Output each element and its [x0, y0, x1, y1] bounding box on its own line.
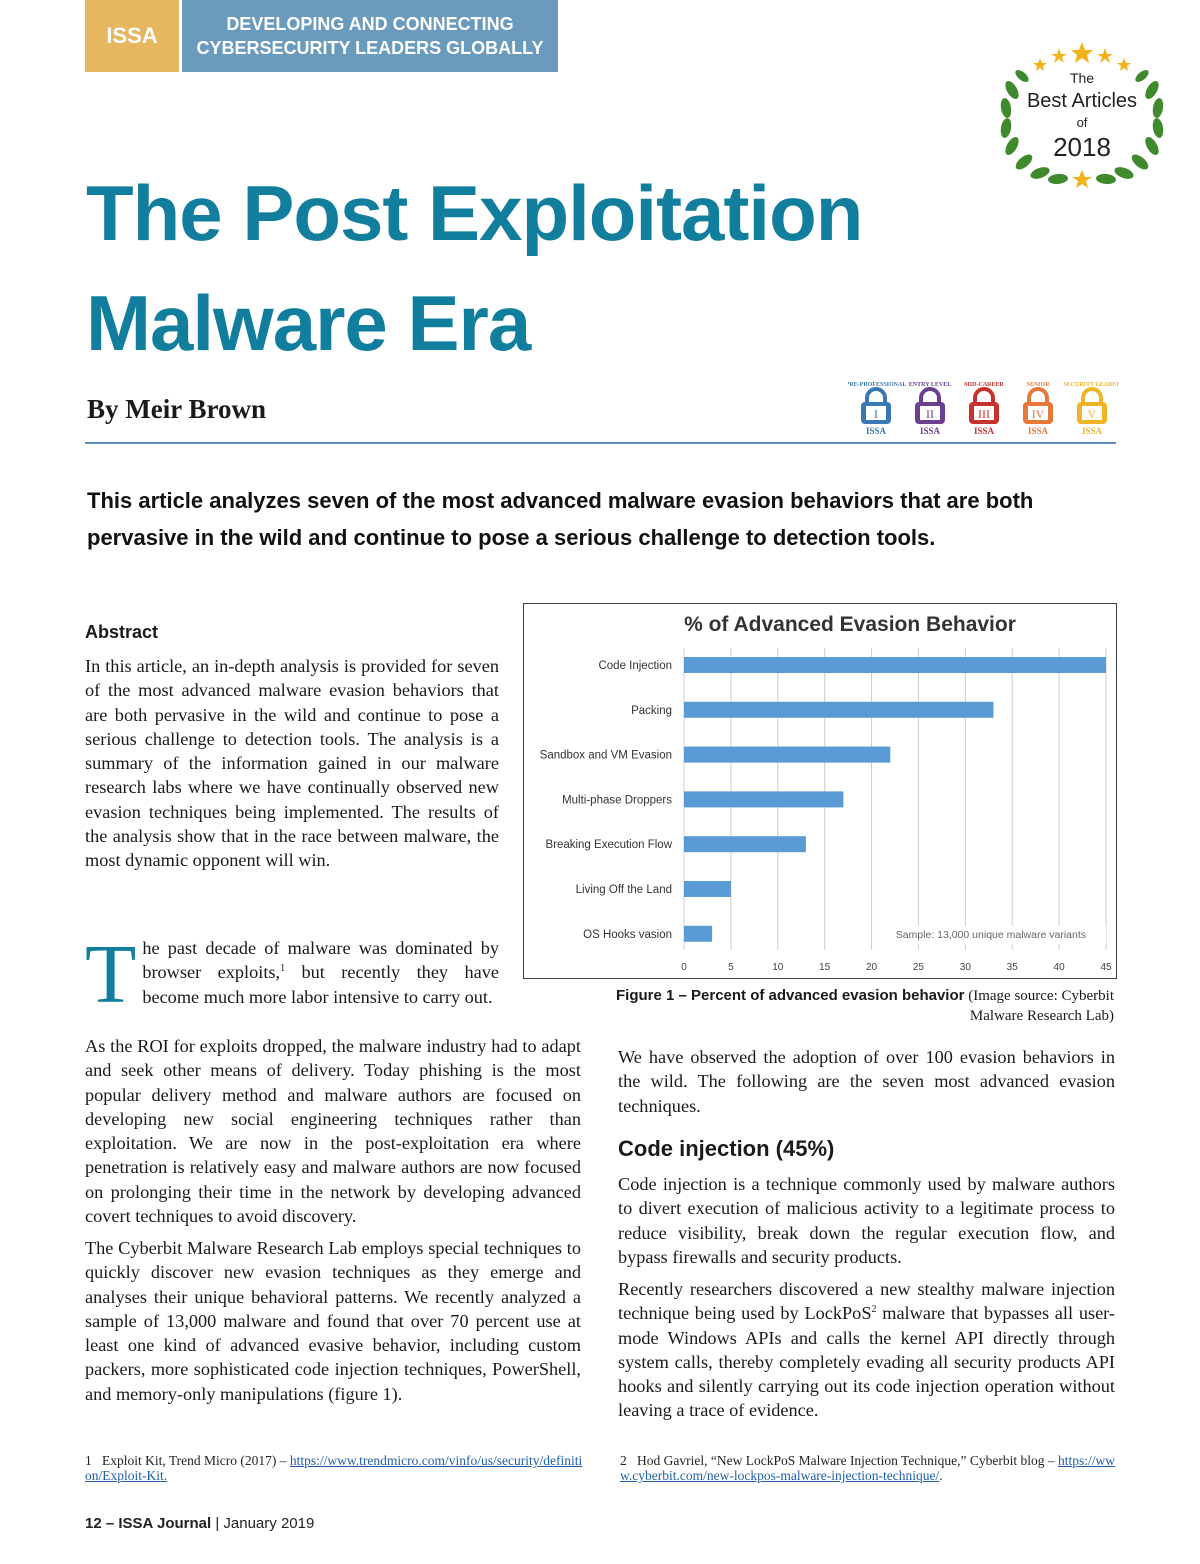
bar-living-off-the-land: [684, 881, 731, 897]
lockpos-end: malware that bypasses all user-mode Windows APIs and calls the kernel API directly through system calls, thereby completely evading all security products API hooks and silently carrying out its code injection operation without leaving a trace of evidence.: [618, 1303, 1115, 1421]
badge-best-articles: Best Articles: [1026, 90, 1138, 112]
drop-cap: T: [85, 928, 137, 1021]
intro-paragraph-continued: As the ROI for exploits dropped, the malware industry had to adapt and seek other means of delivery. Today phishing is the most popular delivery method and malware authors are focused on developing new social engineering techniques rather than exploitation. We are now in the post-exploitation era where penetration is relatively easy and malware authors are now focused on prolonging their time in the network by developing advanced covert techniques to avoid discovery.: [85, 1036, 581, 1227]
x-tick-label: 30: [959, 962, 971, 973]
level-2-brand: ISSA: [919, 426, 941, 436]
intro-start: he past decade of malware was dominated by browser exploits,: [142, 938, 499, 983]
intro-paragraph: [85, 928, 500, 1021]
level-3-label: MID-CAREER: [964, 382, 1004, 388]
footnote-2-end: .: [939, 1468, 943, 1483]
issa-header-tab: ISSA: [85, 0, 179, 72]
category-label: Packing: [631, 704, 672, 717]
footnote-1-link[interactable]: https://www.trendmicro.com/vinfo/us/security/definition/Exploit-Kit.: [85, 1453, 583, 1483]
level-4-label: SENIOR: [1026, 382, 1050, 388]
code-injection-paragraph: Code injection is a technique commonly used by malware authors to divert execution of malicious activity to a legitimate process to reduce visibility, break down the regular execution flow, and bypass firewalls and security products.: [618, 1174, 1115, 1267]
category-label: Multi-phase Droppers: [562, 794, 672, 807]
level-2-label: ENTRY LEVEL: [908, 382, 952, 388]
cyberbit-paragraph: The Cyberbit Malware Research Lab employs special techniques to quickly discover new evasion techniques as they emerge and analyses their unique behavioral patterns. We recently analyzed a sample of 13,000 malware and found that over 70 percent use at least one kind of advanced evasive behavior, including custom packers, more sophisticated code injection techniques, PowerShell, and memory-only manipulations (figure 1).: [85, 1238, 581, 1404]
figure-caption: [600, 986, 1114, 1026]
category-label: Sandbox and VM Evasion: [539, 749, 672, 762]
code-injection-heading: Code injection (45%): [618, 1136, 835, 1161]
abstract-text: In this article, an in-depth analysis is provided for seven of the most advanced malware evasion behaviors that are both pervasive in the wild and continue to pose a serious challenge to detection tools. The analysis is a summary of the information gained in our malware research labs where we have continually observed new evasion techniques being implemented. The results of the analysis show that in the race between malware, the most dynamic opponent will win.: [85, 656, 499, 871]
level-3-lock-icon: [964, 382, 1004, 436]
x-tick-label: 20: [865, 962, 878, 973]
tagline-line2: CYBERSECURITY LEADERS GLOBALLY: [196, 38, 544, 58]
x-tick-label: 5: [728, 962, 734, 973]
best-articles-badge: [994, 40, 1170, 190]
lockpos-paragraph: [618, 1277, 1115, 1423]
category-label: Living Off the Land: [575, 884, 672, 896]
x-tick-label: 35: [1006, 962, 1018, 973]
sample-annotation: Sample: 13,000 unique malware variants: [895, 929, 1086, 941]
level-1-lock-icon: [848, 382, 906, 436]
bar-os-hooks-vasion: [684, 926, 712, 942]
level-2-numeral: II: [926, 407, 934, 421]
x-tick-label: 10: [772, 962, 784, 973]
bar-breaking-execution-flow: [684, 836, 806, 852]
article-title: [86, 158, 986, 378]
bar-sandbox-and-vm-evasion: [684, 747, 890, 763]
badge-year: 2018: [1053, 132, 1111, 162]
level-5-brand: ISSA: [1081, 426, 1103, 436]
bar-packing: [684, 702, 993, 718]
x-tick-label: 45: [1100, 962, 1112, 973]
footnote-ref-1[interactable]: 1: [280, 963, 286, 975]
footnote-2-text: Hod Gavriel, “New LockPoS Malware Injection Technique,” Cyberbit blog –: [637, 1453, 1058, 1468]
footnote-1-number: 1: [85, 1453, 92, 1468]
badge-the: The: [1069, 70, 1095, 86]
abstract-heading: Abstract: [85, 622, 159, 642]
x-tick-label: 25: [912, 962, 925, 973]
title-line1: The Post Exploitation: [86, 169, 863, 257]
footnote-2: [620, 1453, 1120, 1483]
article-lede: This article analyzes seven of the most advanced malware evasion behaviors that are both pervasive in the wild and continue to pose a serious challenge to detection tools.: [87, 488, 1034, 550]
category-label: Breaking Execution Flow: [545, 839, 672, 852]
bar-multi-phase-droppers: [684, 791, 843, 807]
header-divider: [85, 442, 1116, 444]
level-4-numeral: IV: [1031, 407, 1045, 421]
figure-caption-bold: Figure 1 – Percent of advanced evasion behavior: [616, 987, 965, 1004]
intro-mid: but recently they have become much more labor intensive to carry out.: [142, 962, 500, 1007]
level-3-numeral: III: [978, 407, 990, 421]
category-label: OS Hooks vasion: [583, 928, 672, 941]
level-5-lock-icon: [1063, 382, 1118, 436]
figure-caption-source: (Image source: Cyberbit Malware Research Lab): [964, 988, 1114, 1024]
category-label: Code Injection: [598, 660, 672, 672]
chart-title: % of Advanced Evasion Behavior: [684, 613, 1016, 636]
evasion-intro-paragraph: We have observed the adoption of over 100 evasion behaviors in the wild. The following are the seven most advanced evasion techniques.: [618, 1047, 1115, 1116]
byline: By Meir Brown: [87, 394, 266, 424]
footnote-2-number: 2: [620, 1453, 627, 1468]
title-line2: Malware Era: [86, 279, 531, 367]
footnote-ref-2[interactable]: 2: [871, 1304, 877, 1316]
footer-separator: |: [211, 1515, 224, 1532]
footer-page-label: 12 – ISSA Journal: [85, 1515, 212, 1532]
evasion-behavior-chart: [523, 603, 1117, 979]
level-5-label: SECURITY LEADER: [1063, 382, 1118, 388]
badge-of: of: [1076, 115, 1088, 130]
x-tick-label: 40: [1053, 962, 1065, 973]
level-4-brand: ISSA: [1027, 426, 1049, 436]
level-3-brand: ISSA: [973, 426, 995, 436]
header-tagline: [182, 0, 558, 72]
level-1-numeral: I: [874, 407, 878, 421]
footnote-1-text: Exploit Kit, Trend Micro (2017) –: [102, 1453, 290, 1468]
tagline-line1: DEVELOPING AND CONNECTING: [226, 14, 514, 34]
x-tick-label: 0: [681, 962, 687, 973]
level-2-lock-icon: [909, 382, 951, 436]
footer-date: January 2019: [223, 1515, 315, 1532]
lockpos-start: Recently researchers discovered a new stealthy malware injection technique being used by LockPoS: [618, 1279, 1115, 1324]
footnote-1: [85, 1453, 585, 1483]
bar-chart-svg: [524, 604, 1116, 978]
level-1-label: PRE-PROFESSIONAL: [848, 382, 907, 388]
footnote-2-link[interactable]: https://www.cyberbit.com/new-lockpos-malware-injection-technique/: [620, 1453, 1115, 1483]
level-4-lock-icon: [1023, 382, 1053, 436]
bar-code-injection: [684, 657, 1106, 673]
level-5-numeral: V: [1087, 407, 1097, 421]
career-level-lock-icons: [848, 378, 1118, 438]
x-tick-label: 15: [819, 962, 831, 973]
page-footer: [85, 1515, 314, 1532]
career-level-icons: [848, 378, 1118, 438]
level-1-brand: ISSA: [865, 426, 887, 436]
